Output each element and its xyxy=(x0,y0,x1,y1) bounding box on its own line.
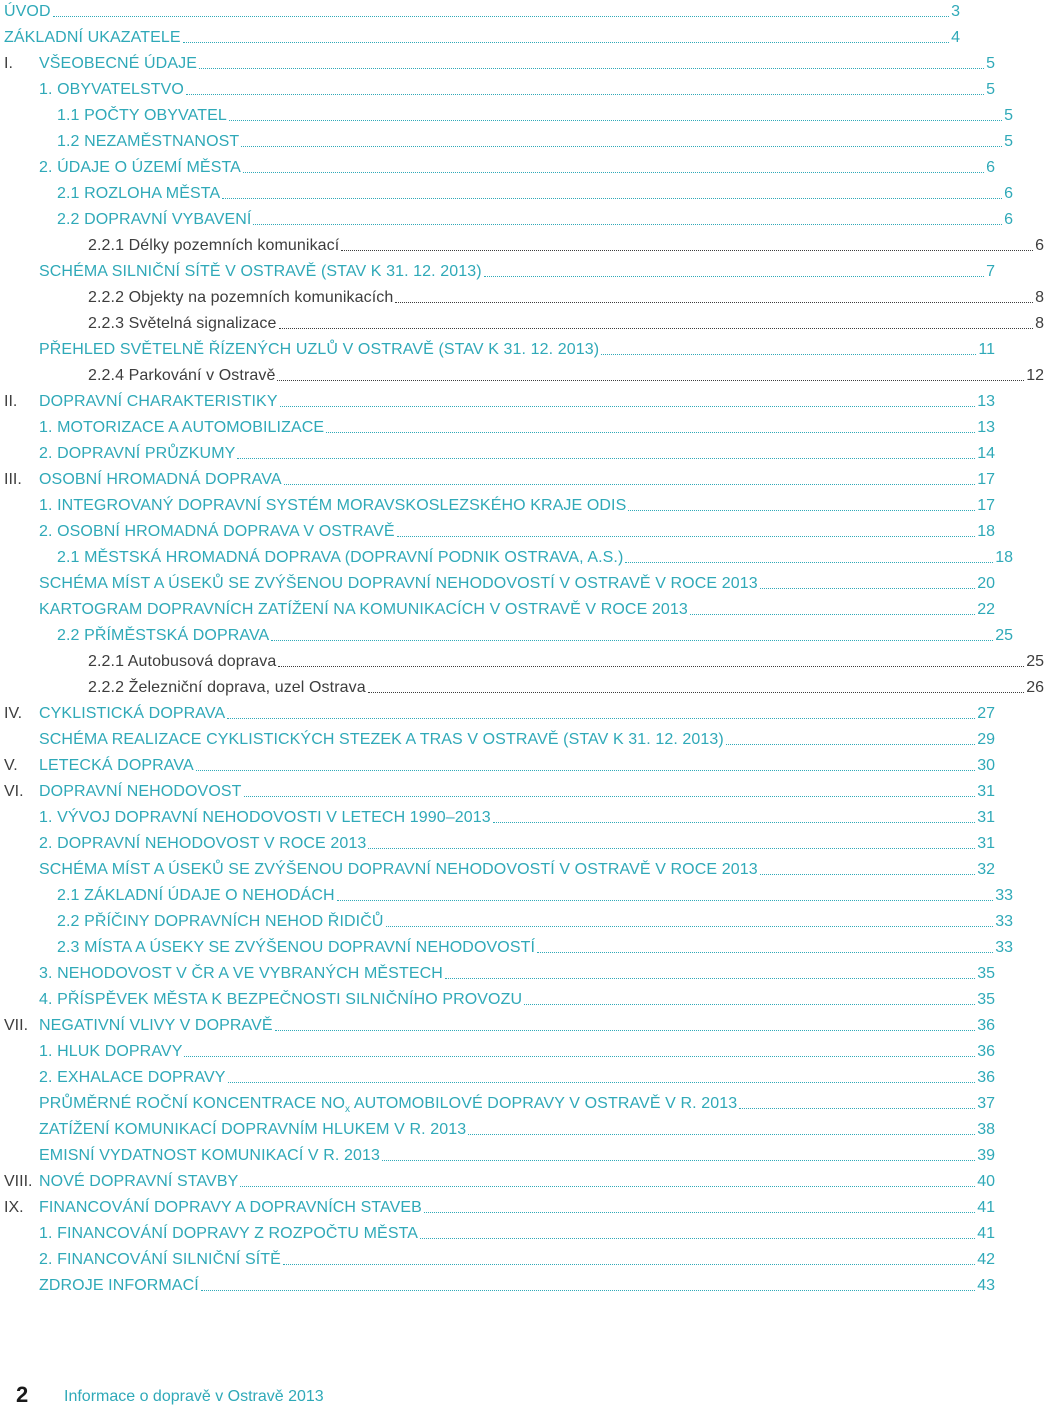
toc-entry-label xyxy=(39,809,491,830)
toc-entry-roman-numeral: VI. xyxy=(4,783,24,800)
toc-dot-leader xyxy=(386,926,994,927)
toc-entry-label-text: 4. PŘÍSPĚVEK MĚSTA K BEZPEČNOSTI SILNIČNÍHO PROVOZU xyxy=(39,991,523,1008)
toc-entry-label-text: 2.1 MĚSTSKÁ HROMADNÁ DOPRAVA (DOPRAVNÍ PODNIK OSTRAVA, A.S.) xyxy=(57,549,624,566)
toc-entry[interactable] xyxy=(0,806,995,830)
toc-entry-label-text: 2.1 ROZLOHA MĚSTA xyxy=(57,185,221,202)
toc-entry-label-text: 1. FINANCOVÁNÍ DOPRAVY Z ROZPOČTU MĚSTA xyxy=(39,1225,419,1242)
toc-entry-page-number: 30 xyxy=(977,757,995,774)
toc-entry-label xyxy=(39,445,235,466)
toc-entry-label-text: SCHÉMA MÍST A ÚSEKŮ SE ZVÝŠENOU DOPRAVNÍ NEHODOVOSTÍ V OSTRAVĚ V ROCE 2013 xyxy=(39,575,758,592)
toc-entry[interactable] xyxy=(0,1118,995,1142)
toc-entry-page-number: 31 xyxy=(977,835,995,852)
toc-entry-label xyxy=(39,835,366,856)
toc-entry-roman-numeral: VIII. xyxy=(4,1173,33,1190)
toc-entry-label-text: LETECKÁ DOPRAVA xyxy=(39,757,194,774)
toc-entry-page-number: 36 xyxy=(977,1043,995,1060)
toc-entry-label xyxy=(39,1069,226,1090)
toc-dot-leader xyxy=(244,796,976,797)
toc-entry-page-number: 40 xyxy=(977,1173,995,1190)
toc-entry-label-text: 1. HLUK DOPRAVY xyxy=(39,1043,183,1060)
toc-entry-label xyxy=(39,1121,466,1142)
toc-entry[interactable] xyxy=(0,286,1044,310)
toc-entry[interactable] xyxy=(0,104,1013,128)
toc-entry-label xyxy=(88,679,366,700)
toc-entry-label-text: VŠEOBECNÉ ÚDAJE xyxy=(39,55,197,72)
toc-entry-label-text: 2.2.2 Objekty na pozemních komunikacích xyxy=(88,289,394,306)
toc-entry-page-number: 8 xyxy=(1035,315,1044,332)
toc-entry-label-text: EMISNÍ VYDATNOST KOMUNIKACÍ V R. 2013 xyxy=(39,1147,380,1164)
toc-entry-label xyxy=(4,29,181,50)
toc-dot-leader xyxy=(280,406,976,407)
toc-entry[interactable] xyxy=(0,910,1013,934)
toc-entry-page-number: 4 xyxy=(951,29,960,46)
toc-entry-label-text: 2. ÚDAJE O ÚZEMÍ MĚSTA xyxy=(39,159,241,176)
toc-entry-page-number: 35 xyxy=(977,965,995,982)
toc-entry[interactable] xyxy=(0,442,995,466)
toc-entry[interactable] xyxy=(0,728,995,752)
toc-entry[interactable] xyxy=(0,1014,995,1038)
toc-entry-label xyxy=(39,263,482,284)
toc-entry-roman-numeral: III. xyxy=(4,471,22,488)
toc-entry-page-number: 3 xyxy=(951,3,960,20)
toc-entry-page-number: 22 xyxy=(977,601,995,618)
toc-dot-leader xyxy=(537,952,993,953)
toc-dot-leader xyxy=(284,484,976,485)
toc-entry-label-text: DOPRAVNÍ NEHODOVOST xyxy=(39,783,242,800)
toc-entry-page-number: 13 xyxy=(977,419,995,436)
toc-entry[interactable] xyxy=(0,884,1013,908)
toc-entry-page-number: 12 xyxy=(1026,367,1044,384)
toc-entry-label-text: 2. OSOBNÍ HROMADNÁ DOPRAVA V OSTRAVĚ xyxy=(39,523,395,540)
toc-dot-leader xyxy=(337,900,994,901)
toc-dot-leader xyxy=(184,1056,975,1057)
toc-entry-label xyxy=(57,627,269,648)
toc-entry-label-text: 2. DOPRAVNÍ PRŮZKUMY xyxy=(39,445,236,462)
toc-entry-label-text: 2.2 PŘÍČINY DOPRAVNÍCH NEHOD ŘIDIČŮ xyxy=(57,913,384,930)
toc-entry-label xyxy=(39,731,724,752)
toc-entry-label xyxy=(57,211,251,232)
toc-entry-label xyxy=(57,913,384,934)
toc-entry-label xyxy=(57,887,335,908)
toc-dot-leader xyxy=(397,536,976,537)
toc-entry-label xyxy=(4,3,51,24)
toc-entry-page-number: 29 xyxy=(977,731,995,748)
toc-entry-label-text: 2.1 ZÁKLADNÍ ÚDAJE O NEHODÁCH xyxy=(57,887,335,904)
toc-entry-label xyxy=(39,1277,199,1298)
toc-entry-roman-numeral: I. xyxy=(4,55,13,72)
toc-dot-leader xyxy=(279,328,1034,329)
footer-publication-title: Informace o dopravě v Ostravě 2013 xyxy=(64,1388,324,1405)
toc-entry-label-text: 2. EXHALACE DOPRAVY xyxy=(39,1069,226,1086)
toc-entry-label-text: 2.2.1 Autobusová doprava xyxy=(88,653,277,670)
toc-entry-label xyxy=(39,497,626,518)
toc-entry-label xyxy=(88,367,275,388)
toc-dot-leader xyxy=(229,120,1002,121)
toc-entry[interactable] xyxy=(0,364,1044,388)
toc-dot-leader xyxy=(445,978,975,979)
toc-entry-page-number: 42 xyxy=(977,1251,995,1268)
toc-entry-label xyxy=(88,237,339,258)
toc-entry-page-number: 5 xyxy=(986,81,995,98)
toc-entry-page-number: 36 xyxy=(977,1017,995,1034)
toc-entry-label xyxy=(39,393,278,414)
toc-dot-leader xyxy=(382,1160,975,1161)
toc-entry[interactable] xyxy=(0,1248,995,1272)
toc-entry[interactable] xyxy=(0,234,1044,258)
footer-page-number: 2 xyxy=(16,1382,29,1407)
toc-entry-label-text: FINANCOVÁNÍ DOPRAVY A DOPRAVNÍCH STAVEB xyxy=(39,1199,422,1216)
toc-entry[interactable] xyxy=(0,260,995,284)
toc-entry-label xyxy=(39,471,282,492)
toc-entry-page-number: 6 xyxy=(1035,237,1044,254)
toc-entry-page-number: 33 xyxy=(995,887,1013,904)
toc-entry[interactable] xyxy=(0,520,995,544)
toc-entry-label xyxy=(39,55,197,76)
toc-entry-label xyxy=(57,185,220,206)
toc-entry-page-number: 13 xyxy=(977,393,995,410)
toc-entry-label-text: 3. NEHODOVOST V ČR A VE VYBRANÝCH MĚSTECH xyxy=(39,965,443,982)
toc-dot-leader xyxy=(484,276,984,277)
toc-dot-leader xyxy=(326,432,975,433)
toc-dot-leader xyxy=(237,458,975,459)
toc-entry-label xyxy=(39,341,599,362)
toc-dot-leader xyxy=(628,510,975,511)
toc-entry-roman-numeral: IV. xyxy=(4,705,23,722)
toc-entry[interactable] xyxy=(0,832,995,856)
toc-entry-page-number: 41 xyxy=(977,1225,995,1242)
toc-dot-leader xyxy=(199,68,984,69)
toc-entry[interactable] xyxy=(0,962,995,986)
toc-dot-leader xyxy=(468,1134,975,1135)
toc-dot-leader xyxy=(424,1212,975,1213)
toc-entry[interactable] xyxy=(0,1222,995,1246)
toc-entry[interactable] xyxy=(0,78,995,102)
toc-entry-page-number: 20 xyxy=(977,575,995,592)
toc-entry-label-text: 2. FINANCOVÁNÍ SILNIČNÍ SÍTĚ xyxy=(39,1251,281,1268)
toc-entry-page-number: 17 xyxy=(977,497,995,514)
toc-entry[interactable] xyxy=(0,390,995,414)
toc-dot-leader xyxy=(183,42,949,43)
toc-entry-page-number: 11 xyxy=(978,341,995,358)
toc-dot-leader xyxy=(368,692,1024,693)
toc-entry-page-number: 32 xyxy=(977,861,995,878)
toc-entry-label xyxy=(39,419,324,440)
toc-entry[interactable] xyxy=(0,52,995,76)
toc-entry-page-number: 31 xyxy=(977,783,995,800)
toc-dot-leader xyxy=(601,354,976,355)
toc-entry-label xyxy=(39,1173,238,1194)
toc-dot-leader xyxy=(277,380,1024,381)
toc-entry[interactable] xyxy=(0,182,1013,206)
toc-entry-page-number: 36 xyxy=(977,1069,995,1086)
toc-dot-leader xyxy=(227,718,975,719)
toc-entry-page-number: 31 xyxy=(977,809,995,826)
toc-entry-page-number: 33 xyxy=(995,939,1013,956)
toc-entry-label xyxy=(39,861,758,882)
toc-dot-leader xyxy=(240,1186,975,1187)
toc-entry-label xyxy=(39,783,242,804)
toc-entry-label-text: 2.2.1 Délky pozemních komunikací xyxy=(88,237,340,254)
toc-entry-page-number: 7 xyxy=(986,263,995,280)
toc-entry-label-text: SCHÉMA MÍST A ÚSEKŮ SE ZVÝŠENOU DOPRAVNÍ NEHODOVOSTÍ V OSTRAVĚ V ROCE 2013 xyxy=(39,861,758,878)
toc-entry-page-number: 18 xyxy=(995,549,1013,566)
toc-dot-leader xyxy=(726,744,975,745)
toc-entry[interactable] xyxy=(0,1274,995,1298)
toc-entry-label xyxy=(39,81,184,102)
toc-dot-leader xyxy=(341,250,1033,251)
toc-entry-label-text: PŘEHLED SVĚTELNĚ ŘÍZENÝCH UZLŮ V OSTRAVĚ (STAV K 31. 12. 2013) xyxy=(39,341,600,358)
toc-entry[interactable] xyxy=(0,1040,995,1064)
toc-entry-page-number: 6 xyxy=(986,159,995,176)
toc-entry[interactable] xyxy=(0,780,995,804)
toc-entry-label-text: 1. VÝVOJ DOPRAVNÍ NEHODOVOSTI V LETECH 1990–2013 xyxy=(39,809,491,826)
toc-entry-page-number: 27 xyxy=(977,705,995,722)
toc-entry-label xyxy=(57,549,623,570)
toc-entry-label-text: NOVÉ DOPRAVNÍ STAVBY xyxy=(39,1173,239,1190)
toc-entry-roman-numeral: II. xyxy=(4,393,18,410)
toc-entry[interactable] xyxy=(0,936,1013,960)
toc-entry-page-number: 6 xyxy=(1004,185,1013,202)
toc-entry[interactable] xyxy=(0,1170,995,1194)
toc-entry-label xyxy=(88,653,276,674)
toc-entry-page-number: 35 xyxy=(977,991,995,1008)
toc-entry[interactable] xyxy=(0,858,995,882)
toc-entry-label xyxy=(57,939,535,960)
toc-entry-label-text: 1. OBYVATELSTVO xyxy=(39,81,184,98)
toc-dot-leader xyxy=(243,172,984,173)
toc-dot-leader xyxy=(690,614,975,615)
toc-entry-roman-numeral: IX. xyxy=(4,1199,24,1216)
toc-entry[interactable] xyxy=(0,208,1013,232)
toc-entry[interactable] xyxy=(0,702,995,726)
toc-entry-page-number: 18 xyxy=(977,523,995,540)
toc-entry-label-text: 1. MOTORIZACE A AUTOMOBILIZACE xyxy=(39,419,325,436)
toc-entry-label-text: KARTOGRAM DOPRAVNÍCH ZATÍŽENÍ NA KOMUNIKACÍCH V OSTRAVĚ V ROCE 2013 xyxy=(39,601,688,618)
toc-entry-page-number: 41 xyxy=(977,1199,995,1216)
toc-entry[interactable] xyxy=(0,572,995,596)
toc-entry-page-number: 5 xyxy=(1004,107,1013,124)
toc-entry-label-text: 2.2.3 Světelná signalizace xyxy=(88,315,277,332)
toc-entry[interactable] xyxy=(0,26,960,50)
toc-entry-label xyxy=(39,757,194,778)
toc-entry-label xyxy=(39,1017,273,1038)
toc-entry-label-text: DOPRAVNÍ CHARAKTERISTIKY xyxy=(39,393,278,410)
toc-dot-leader xyxy=(275,1030,976,1031)
toc-entry-page-number: 25 xyxy=(1026,653,1044,670)
toc-dot-leader xyxy=(493,822,975,823)
toc-entry-label xyxy=(39,1199,422,1220)
toc-entry[interactable] xyxy=(0,468,995,492)
toc-dot-leader xyxy=(271,640,993,641)
toc-dot-leader xyxy=(524,1004,975,1005)
toc-entry-page-number: 5 xyxy=(1004,133,1013,150)
toc-entry-label-text: 2.2.4 Parkování v Ostravě xyxy=(88,367,276,384)
toc-entry-label-text: PRŮMĚRNÉ ROČNÍ KONCENTRACE NO xyxy=(39,1095,346,1112)
toc-dot-leader xyxy=(625,562,993,563)
toc-dot-leader xyxy=(228,1082,976,1083)
toc-entry-label-text: 2.2 DOPRAVNÍ VYBAVENÍ xyxy=(57,211,252,228)
toc-dot-leader xyxy=(395,302,1033,303)
toc-dot-leader xyxy=(241,146,1002,147)
toc-entry[interactable] xyxy=(0,416,995,440)
toc-entry-label-text-after: AUTOMOBILOVÉ DOPRAVY V OSTRAVĚ V R. 2013 xyxy=(350,1095,738,1112)
toc-entry-label-text: NEGATIVNÍ VLIVY V DOPRAVĚ xyxy=(39,1017,273,1034)
toc-entry[interactable] xyxy=(0,130,1013,154)
toc-entry-label xyxy=(39,991,522,1012)
toc-entry-label xyxy=(39,1251,281,1272)
toc-entry[interactable] xyxy=(0,546,1013,570)
toc-dot-leader xyxy=(739,1108,975,1109)
toc-entry[interactable] xyxy=(0,624,1013,648)
toc-entry-label-text: ZÁKLADNÍ UKAZATELE xyxy=(4,29,181,46)
toc-entry[interactable] xyxy=(0,1092,995,1116)
toc-entry-label xyxy=(88,289,393,310)
toc-dot-leader xyxy=(53,16,949,17)
toc-entry-label-text: ÚVOD xyxy=(4,3,51,20)
toc-entry-page-number: 33 xyxy=(995,913,1013,930)
toc-entry-label xyxy=(39,1225,418,1246)
toc-entry-label-text: 1. INTEGROVANÝ DOPRAVNÍ SYSTÉM MORAVSKOSLEZSKÉHO KRAJE ODIS xyxy=(39,497,627,514)
toc-entry[interactable] xyxy=(0,598,995,622)
toc-entry-roman-numeral: V. xyxy=(4,757,18,774)
toc-dot-leader xyxy=(278,666,1024,667)
toc-entry-label-text: ZATÍŽENÍ KOMUNIKACÍ DOPRAVNÍM HLUKEM V R. 2013 xyxy=(39,1121,467,1138)
toc-dot-leader xyxy=(283,1264,975,1265)
toc-dot-leader xyxy=(760,588,976,589)
toc-entry[interactable] xyxy=(0,312,1044,336)
toc-entry[interactable] xyxy=(0,1196,995,1220)
toc-entry-page-number: 37 xyxy=(977,1095,995,1112)
toc-entry-page-number: 39 xyxy=(977,1147,995,1164)
toc-entry-label-text: 1.1 POČTY OBYVATEL xyxy=(57,107,227,124)
toc-entry-page-number: 14 xyxy=(977,445,995,462)
toc-entry-label-text: ZDROJE INFORMACÍ xyxy=(39,1277,199,1294)
toc-dot-leader xyxy=(253,224,1002,225)
toc-entry[interactable] xyxy=(0,1144,995,1168)
toc-entry-label-text: CYKLISTICKÁ DOPRAVA xyxy=(39,705,226,722)
toc-entry-page-number: 6 xyxy=(1004,211,1013,228)
toc-entry-label xyxy=(57,107,227,128)
toc-entry-roman-numeral: VII. xyxy=(4,1017,29,1034)
toc-entry[interactable] xyxy=(0,494,995,518)
toc-entry-label-subscript: x xyxy=(345,1104,351,1116)
toc-entry-label xyxy=(39,705,225,726)
toc-entry-label xyxy=(39,575,758,596)
toc-entry-label xyxy=(39,523,395,544)
toc-entry[interactable] xyxy=(0,676,1044,700)
toc-dot-leader xyxy=(222,198,1002,199)
toc-dot-leader xyxy=(196,770,975,771)
toc-entry[interactable] xyxy=(0,1066,995,1090)
toc-entry-label xyxy=(39,1095,737,1116)
toc-dot-leader xyxy=(760,874,976,875)
toc-entry-label xyxy=(39,601,688,622)
toc-entry-page-number: 8 xyxy=(1035,289,1044,306)
toc-entry-label xyxy=(39,1147,380,1168)
toc-entry-label-text: 2. DOPRAVNÍ NEHODOVOST V ROCE 2013 xyxy=(39,835,367,852)
toc-entry-label xyxy=(39,965,443,986)
toc-entry[interactable] xyxy=(0,0,960,24)
toc-entry-page-number: 25 xyxy=(995,627,1013,644)
toc-entry-page-number: 17 xyxy=(977,471,995,488)
toc-entry-label-text: OSOBNÍ HROMADNÁ DOPRAVA xyxy=(39,471,282,488)
toc-dot-leader xyxy=(420,1238,975,1239)
toc-entry-label-text: 2.2 PŘÍMĚSTSKÁ DOPRAVA xyxy=(57,627,270,644)
toc-entry-label-text: SCHÉMA REALIZACE CYKLISTICKÝCH STEZEK A TRAS V OSTRAVĚ (STAV K 31. 12. 2013) xyxy=(39,731,724,748)
toc-entry-page-number: 43 xyxy=(977,1277,995,1294)
toc-entry-label-text: SCHÉMA SILNIČNÍ SÍTĚ V OSTRAVĚ (STAV K 31. 12. 2013) xyxy=(39,263,482,280)
toc-dot-leader xyxy=(201,1290,975,1291)
toc-entry[interactable] xyxy=(0,156,995,180)
toc-entry-label xyxy=(88,315,277,336)
toc-entry[interactable] xyxy=(0,754,995,778)
toc-entry-label xyxy=(57,133,239,154)
toc-entry-page-number: 38 xyxy=(977,1121,995,1138)
toc-entry-label-text: 1.2 NEZAMĚSTNANOST xyxy=(57,133,240,150)
toc-entry[interactable] xyxy=(0,338,995,362)
toc-entry-label xyxy=(39,1043,182,1064)
toc-entry-label-text: 2.2.2 Železniční doprava, uzel Ostrava xyxy=(88,679,366,696)
toc-entry-page-number: 26 xyxy=(1026,679,1044,696)
toc-entry[interactable] xyxy=(0,988,995,1012)
toc-dot-leader xyxy=(368,848,975,849)
toc-entry-label-text: 2.3 MÍSTA A ÚSEKY SE ZVÝŠENOU DOPRAVNÍ NEHODOVOSTÍ xyxy=(57,939,536,956)
toc-entry-label xyxy=(39,159,241,180)
toc-dot-leader xyxy=(186,94,984,95)
toc-entry[interactable] xyxy=(0,650,1044,674)
toc-entry-page-number: 5 xyxy=(986,55,995,72)
